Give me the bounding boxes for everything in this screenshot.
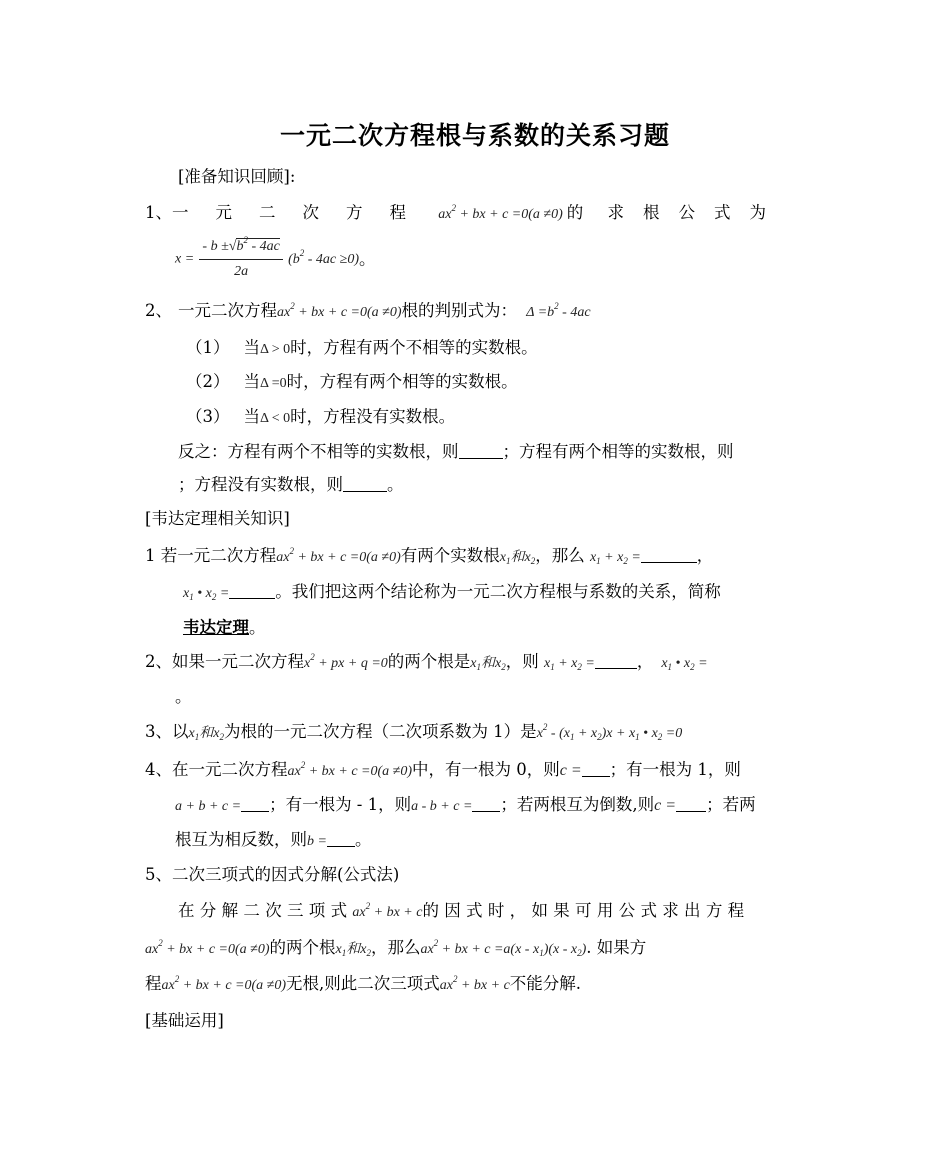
formula: $ax^2$ + bx + c =0(a ≠0) [438, 203, 563, 222]
converse-line-2: ；方程没有实数根，则 。 [178, 475, 404, 494]
vieta-5-line-4: 程$ax^2$ + bx + c =0(a ≠0)无根,则此二次三项式$ax^2$ + bx + c不能分解. [145, 974, 582, 993]
blank[interactable] [327, 832, 355, 847]
vieta-1-line-2: $x_1$ • $x_2$ = 。我们把这两个结论称为一元二次方程根与系数的关系，简称 [183, 582, 721, 602]
blank[interactable] [472, 797, 500, 812]
vieta-2-line-2: 。 [175, 687, 192, 706]
converse-line-1: 反之：方程有两个不相等的实数根，则 ；方程有两个相等的实数根，则 [178, 442, 734, 461]
vieta-5-line-3: $ax^2$ + bx + c =0(a ≠0)的两个根$x_1$和$x_2$，那么$ax^2$ + bx + $c =a(x - x_1)(x - x_2)$. 如果方 [145, 938, 647, 958]
blank[interactable] [241, 797, 269, 812]
blank[interactable] [459, 444, 503, 459]
blank[interactable] [343, 477, 387, 492]
item-1-line: 1、一元二次方程 $ax^2$ + bx + c =0(a ≠0) 的 求根公式为 [145, 203, 785, 222]
blank[interactable] [676, 797, 706, 812]
vieta-theorem-term: 韦达定理 [183, 618, 249, 637]
vieta-5-line: 5、二次三项式的因式分解(公式法) [145, 865, 400, 884]
vieta-4-line: 4、在一元二次方程$ax^2$ + bx + c =0(a ≠0)中，有一根为 0，则c = ；有一根为 1，则 [145, 760, 741, 779]
case-3: （3） 当Δ < 0时，方程没有实数根。 [186, 407, 456, 426]
section-vieta-heading: [韦达定理相关知识] [145, 509, 290, 528]
vieta-4-line-3: 根互为相反数，则b = 。 [175, 830, 372, 849]
vieta-4-line-2: a + b + c = ；有一根为 - 1，则a - b + c = ；若两根互为倒数,则c = ；若两 [175, 795, 756, 814]
section-prep-heading: [准备知识回顾]: [178, 167, 296, 186]
blank[interactable] [595, 654, 637, 669]
page-title: 一元二次方程根与系数的关系习题 [279, 121, 670, 150]
vieta-1-line-3: 韦达定理。 [183, 618, 266, 637]
quadratic-formula: x = $\frac{- b \pm√b^2 - 4ac}{2a}$ $(b^2 - 4ac \ge 0)$。 [175, 235, 376, 279]
blank[interactable] [641, 548, 697, 563]
case-2: （2） 当Δ =0时，方程有两个相等的实数根。 [186, 372, 518, 391]
item-2-line: 2、 一元二次方程$ax^2$ + bx + c =0(a ≠0)根的判别式为： $\Delta =b^2 - 4ac$ [145, 301, 591, 320]
vieta-5-line-2: 在分解二次三项式$ax^2$ + bx + c的因式时，如果可用公式求出方程 [178, 901, 750, 920]
blank[interactable] [229, 584, 275, 599]
blank[interactable] [582, 762, 610, 777]
vieta-1-line: 1 若一元二次方程$ax^2$ + bx + c =0(a ≠0)有两个实数根$x_1$和$x_2$，那么 $x_1 + x_2$ = ， [145, 546, 714, 566]
section-basic-heading: [基础运用] [145, 1011, 224, 1030]
vieta-2-line: 2、如果一元二次方程$x^2$ + px + q =0的两个根是$x_1$和$x_2$，则 $x_1 + x_2$ = ， $x_1$ • $x_2$ = [145, 652, 708, 672]
vieta-3-line: 3、以$x_1$和$x_2$为根的一元二次方程（二次项系数为 1）是$x^2 - (x_1 + x_2)x + x_1$ • $x_2 =0$ [145, 722, 683, 742]
case-1: （1） 当Δ > 0时，方程有两个不相等的实数根。 [186, 338, 538, 357]
